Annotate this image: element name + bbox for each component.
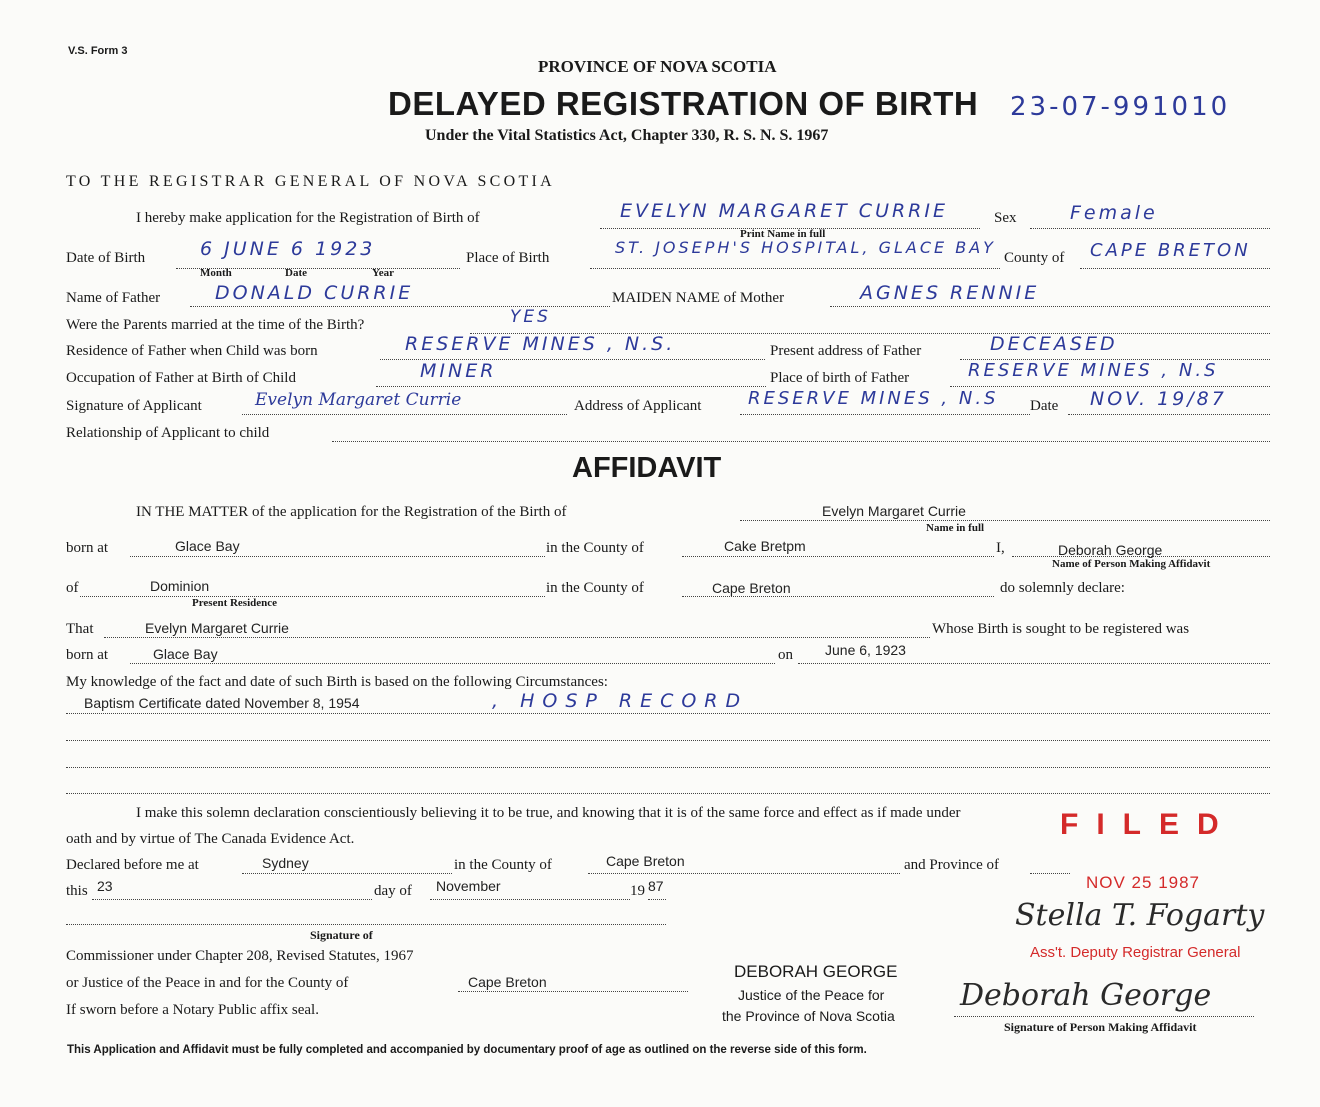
form-id: V.S. Form 3 (68, 45, 128, 57)
jp-title-1: Justice of the Peace for (738, 987, 885, 1003)
affiant-caption: Name of Person Making Affidavit (1052, 558, 1211, 570)
declared-label: Declared before me at (66, 857, 199, 873)
declaration-line-1: I make this solemn declaration conscientiously believing it to be true, and knowing that it is of the same force and effect as if made under (136, 805, 961, 821)
father-label: Name of Father (66, 290, 161, 306)
residence-caption: Present Residence (192, 597, 278, 609)
father-birthplace-value: RESERVE MINES , N.S (968, 360, 1219, 381)
county-label-4: in the County of (454, 857, 552, 873)
province-label: and Province of (904, 857, 999, 873)
married-value: YES (510, 307, 551, 327)
i-label: I, (996, 540, 1005, 556)
mother-value: AGNES RENNIE (860, 282, 1040, 304)
year-caption: Year (372, 267, 394, 279)
this-label: this (66, 883, 88, 899)
jp-title-2: the Province of Nova Scotia (722, 1008, 895, 1024)
county-value-4: Cape Breton (606, 853, 685, 869)
dob-value: 6 JUNE 6 1923 (200, 238, 376, 260)
born-at-value: Glace Bay (175, 538, 240, 554)
sex-label: Sex (994, 210, 1017, 226)
present-addr-value: DECEASED (990, 333, 1118, 355)
of-label: of (66, 580, 79, 596)
registration-number: 23-07-991010 (1010, 92, 1231, 122)
signature-label: Signature of Applicant (66, 398, 202, 414)
on-date: June 6, 1923 (825, 642, 906, 658)
commissioner-label: Commissioner under Chapter 208, Revised Statutes, 1967 (66, 948, 414, 964)
declare-label: do solemnly declare: (1000, 580, 1125, 596)
year-suffix: 87 (648, 878, 664, 894)
year-prefix: 19 (630, 883, 645, 899)
date-value: NOV. 19/87 (1090, 388, 1227, 410)
res-father-label: Residence of Father when Child was born (66, 343, 318, 359)
county-value-2: Cake Bretpm (724, 538, 806, 554)
affidavit-name-caption: Name in full (926, 522, 985, 534)
present-addr-label: Present address of Father (770, 343, 922, 359)
county-value-3: Cape Breton (712, 580, 791, 596)
page-title: DELAYED REGISTRATION OF BIRTH (388, 85, 979, 122)
addressee: TO THE REGISTRAR GENERAL OF NOVA SCOTIA (66, 173, 556, 190)
married-label: Were the Parents married at the time of the Birth? (66, 317, 365, 333)
applicant-name: EVELYN MARGARET CURRIE (620, 200, 948, 222)
affidavit-heading: AFFIDAVIT (572, 452, 722, 484)
month-value: November (436, 878, 501, 894)
stamp-date: NOV 25 1987 (1086, 873, 1201, 892)
born-at-label-2: born at (66, 647, 109, 663)
place-value: ST. JOSEPH'S HOSPITAL, GLACE BAY (615, 238, 996, 257)
affiant-signature-caption: Signature of Person Making Affidavit (1004, 1020, 1197, 1034)
applicant-signature: Evelyn Margaret Currie (255, 390, 462, 410)
justice-county: Cape Breton (468, 974, 547, 990)
circumstance-typed: Baptism Certificate dated November 8, 1954 (84, 695, 360, 711)
notary-label: If sworn before a Notary Public affix seal. (66, 1002, 319, 1018)
subtitle: Under the Vital Statistics Act, Chapter 330, R. S. N. S. 1967 (425, 127, 829, 144)
whose-label: Whose Birth is sought to be registered was (932, 621, 1190, 637)
on-label: on (778, 647, 793, 663)
county-label-2: in the County of (546, 540, 644, 556)
address-value: RESERVE MINES , N.S (748, 388, 999, 409)
jp-name: DEBORAH GEORGE (734, 962, 898, 981)
intro-label: I hereby make application for the Registration of Birth of (136, 210, 480, 226)
filed-stamp: FILED (1060, 808, 1237, 841)
declared-at: Sydney (262, 855, 309, 871)
dob-label: Date of Birth (66, 250, 146, 266)
occupation-label: Occupation of Father at Birth of Child (66, 370, 296, 386)
that-label: That (66, 621, 94, 637)
mother-label: MAIDEN NAME of Mother (612, 290, 785, 306)
father-value: DONALD CURRIE (215, 282, 414, 304)
month-caption: Month (200, 267, 232, 279)
stamp-title: Ass't. Deputy Registrar General (1030, 944, 1241, 961)
name-caption: Print Name in full (740, 228, 826, 240)
place-label: Place of Birth (466, 250, 550, 266)
occupation-value: MINER (420, 360, 497, 382)
sex-value: Female (1070, 202, 1158, 224)
province-heading: PROVINCE OF NOVA SCOTIA (538, 57, 777, 76)
that-name: Evelyn Margaret Currie (145, 620, 289, 636)
day-value: 23 (97, 878, 113, 894)
matter-label: IN THE MATTER of the application for the Registration of the Birth of (136, 504, 567, 520)
date-label: Date (1030, 398, 1059, 414)
signature-caption: Signature of (310, 928, 373, 942)
circumstance-handwritten: , HOSP RECORD (492, 690, 749, 712)
knowledge-label: My knowledge of the fact and date of such Birth is based on the following Circumstances: (66, 674, 608, 690)
relationship-label: Relationship of Applicant to child (66, 425, 270, 441)
address-label: Address of Applicant (574, 398, 702, 414)
justice-label: or Justice of the Peace in and for the County of (66, 975, 349, 991)
county-label-3: in the County of (546, 580, 644, 596)
affiant-name: Deborah George (1058, 542, 1163, 558)
born-at-label: born at (66, 540, 109, 556)
father-birthplace-label: Place of birth of Father (770, 370, 910, 386)
county-value: CAPE BRETON (1090, 240, 1251, 261)
affidavit-name: Evelyn Margaret Currie (822, 503, 966, 519)
footer-note: This Application and Affidavit must be fully completed and accompanied by documentary proof of age as outlined on the reverse side of this form. (67, 1044, 867, 1056)
date-caption: Date (285, 267, 307, 279)
county-label: County of (1004, 250, 1065, 266)
born-at-value-2: Glace Bay (153, 646, 218, 662)
declaration-line-2: oath and by virtue of The Canada Evidence Act. (66, 831, 355, 847)
residence-value: Dominion (150, 578, 210, 594)
registrar-signature: Stella T. Fogarty (1015, 898, 1265, 933)
affiant-signature: Deborah George (960, 978, 1212, 1013)
res-father-value: RESERVE MINES , N.S. (405, 333, 676, 355)
day-of-label: day of (374, 883, 412, 899)
